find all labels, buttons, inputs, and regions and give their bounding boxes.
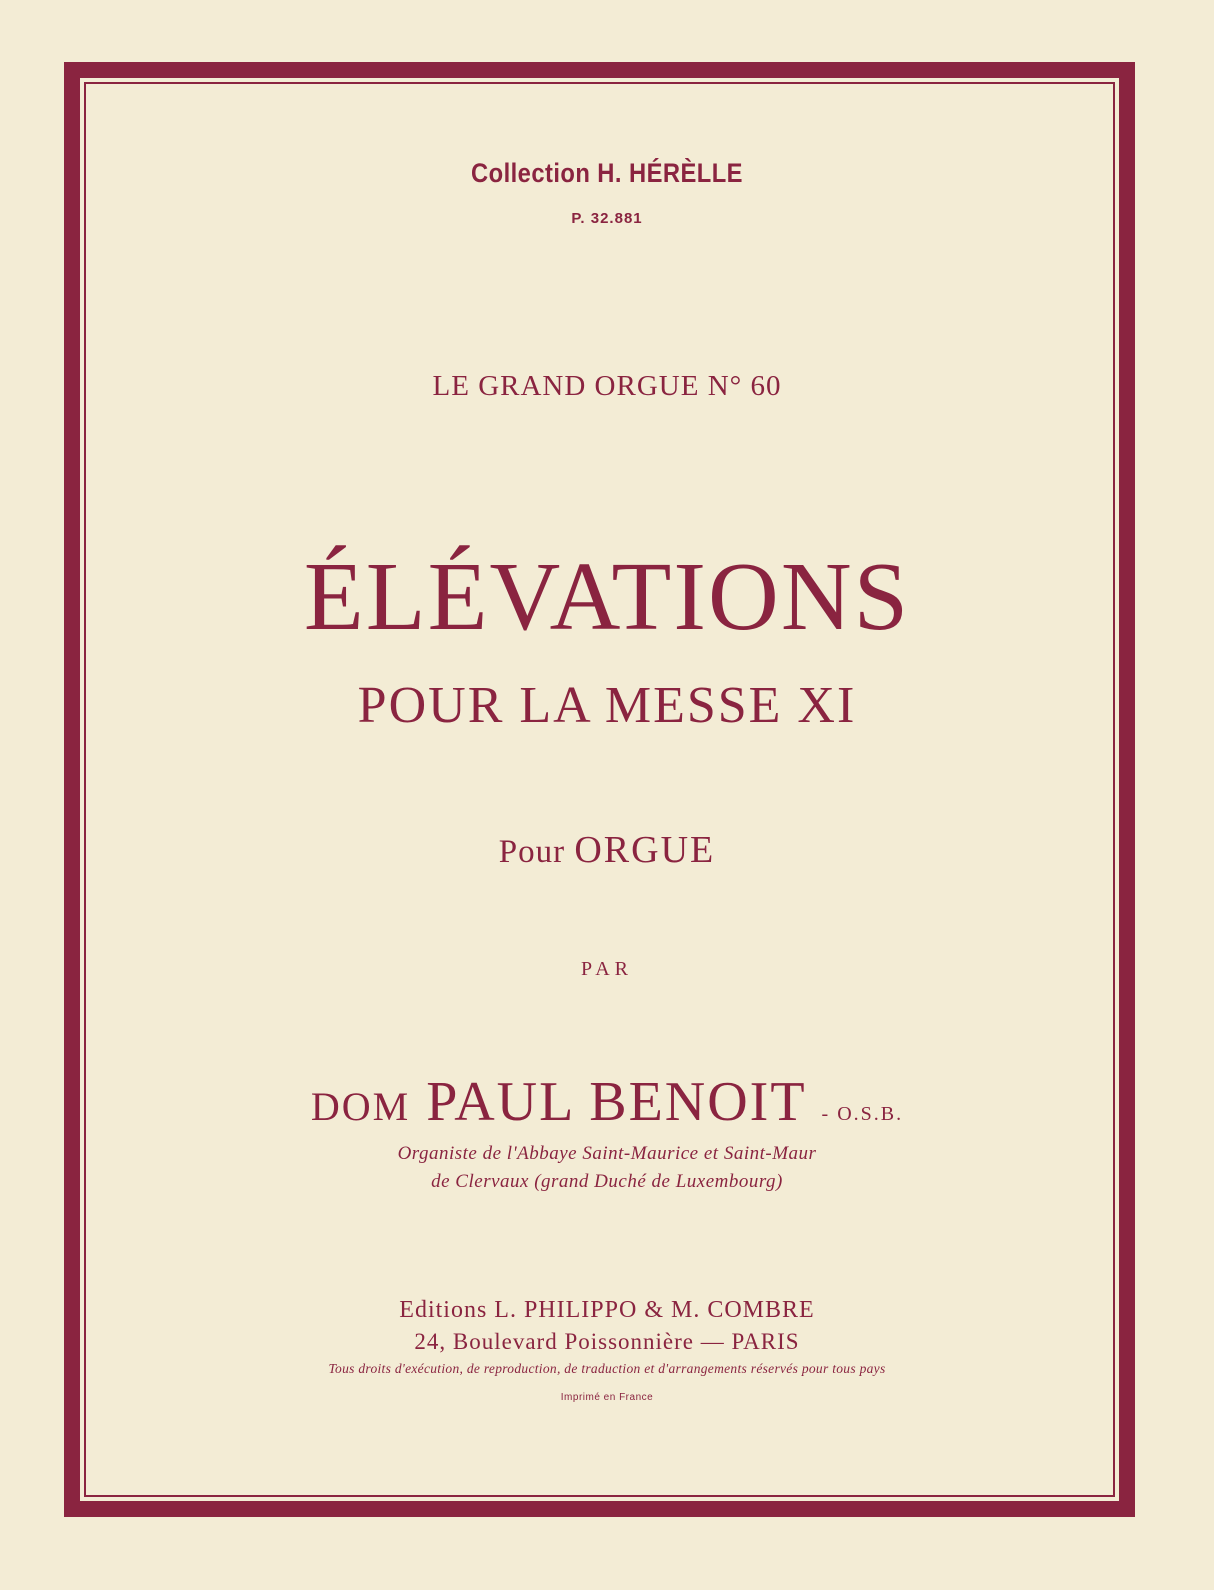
composer-bio-line-1: Organiste de l'Abbaye Saint-Maurice et Saint-Maur [397,1143,817,1164]
collection-label: Collection H. HÉRÈLLE [471,158,743,188]
series-label: LE GRAND ORGUE N° 60 [432,370,782,402]
rights-notice: Tous droits d'exécution, de reproduction, de traduction et d'arrangements réservés pour tous pays [328,1361,886,1376]
publisher-name: Editions L. PHILIPPO & M. COMBRE [399,1297,815,1323]
by-label: PAR [580,958,634,980]
composer-name: PAUL BENOIT [426,1071,806,1133]
composer-honorific: DOM [310,1084,411,1129]
composer-line [100,1071,1114,1133]
inner-border [84,82,1115,1497]
instrument-name: ORGUE [574,829,716,871]
page-subtitle: POUR LA MESSE XI [357,677,857,734]
plate-number: P. 32.881 [571,210,643,227]
printed-in-label: Imprimé en France [560,1392,654,1403]
page-title: ÉLÉVATIONS [303,543,911,651]
instrument-prefix: Pour [498,834,566,870]
composer-suffix: - O.S.B. [821,1103,904,1125]
instrument-line [100,828,1114,872]
publisher-address: 24, Boulevard Poissonnière — PARIS [414,1329,800,1354]
composer-bio-line-2: de Clervaux (grand Duché de Luxembourg) [431,1171,783,1192]
